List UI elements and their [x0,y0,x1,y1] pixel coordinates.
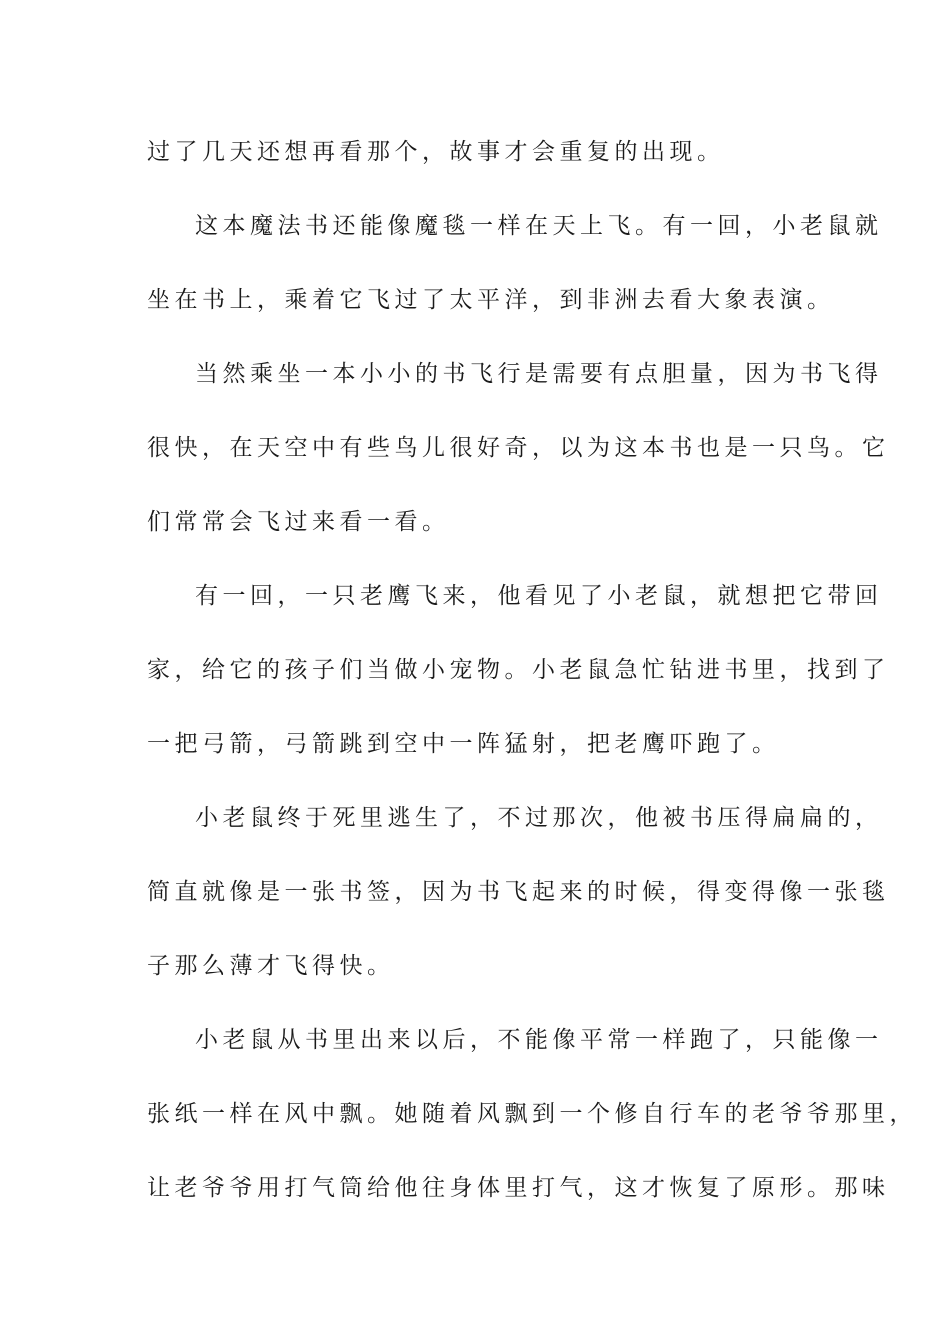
text-line: 坐在书上，乘着它飞过了太平洋，到非洲去看大象表演。 [147,287,835,313]
paragraph-first-line: 这本魔法书还能像魔毯一样在天上飞。有一回，小老鼠就 [195,213,883,239]
text-line: 很快，在天空中有些鸟儿很好奇，以为这本书也是一只鸟。它 [147,435,890,461]
text-line: 家，给它的孩子们当做小宠物。小老鼠急忙钻进书里，找到了 [147,657,890,683]
paragraph-first-line: 小老鼠终于死里逃生了，不过那次，他被书压得扁扁的， [195,805,883,831]
text-line: 一把弓箭，弓箭跳到空中一阵猛射，把老鹰吓跑了。 [147,731,780,757]
text-line: 张纸一样在风中飘。她随着风飘到一个修自行车的老爷爷那里， [147,1101,917,1127]
text-line: 过了几天还想再看那个，故事才会重复的出现。 [147,139,725,165]
paragraph-first-line: 小老鼠从书里出来以后，不能像平常一样跑了，只能像一 [195,1027,883,1053]
text-line: 们常常会飞过来看一看。 [147,509,450,535]
paragraph-first-line: 当然乘坐一本小小的书飞行是需要有点胆量，因为书飞得 [195,361,883,387]
text-line: 让老爷爷用打气筒给他往身体里打气，这才恢复了原形。那味 [147,1175,890,1201]
text-line: 简直就像是一张书签，因为书飞起来的时候，得变得像一张毯 [147,879,890,905]
text-line: 子那么薄才飞得快。 [147,953,395,979]
paragraph-first-line: 有一回，一只老鹰飞来，他看见了小老鼠，就想把它带回 [195,583,883,609]
